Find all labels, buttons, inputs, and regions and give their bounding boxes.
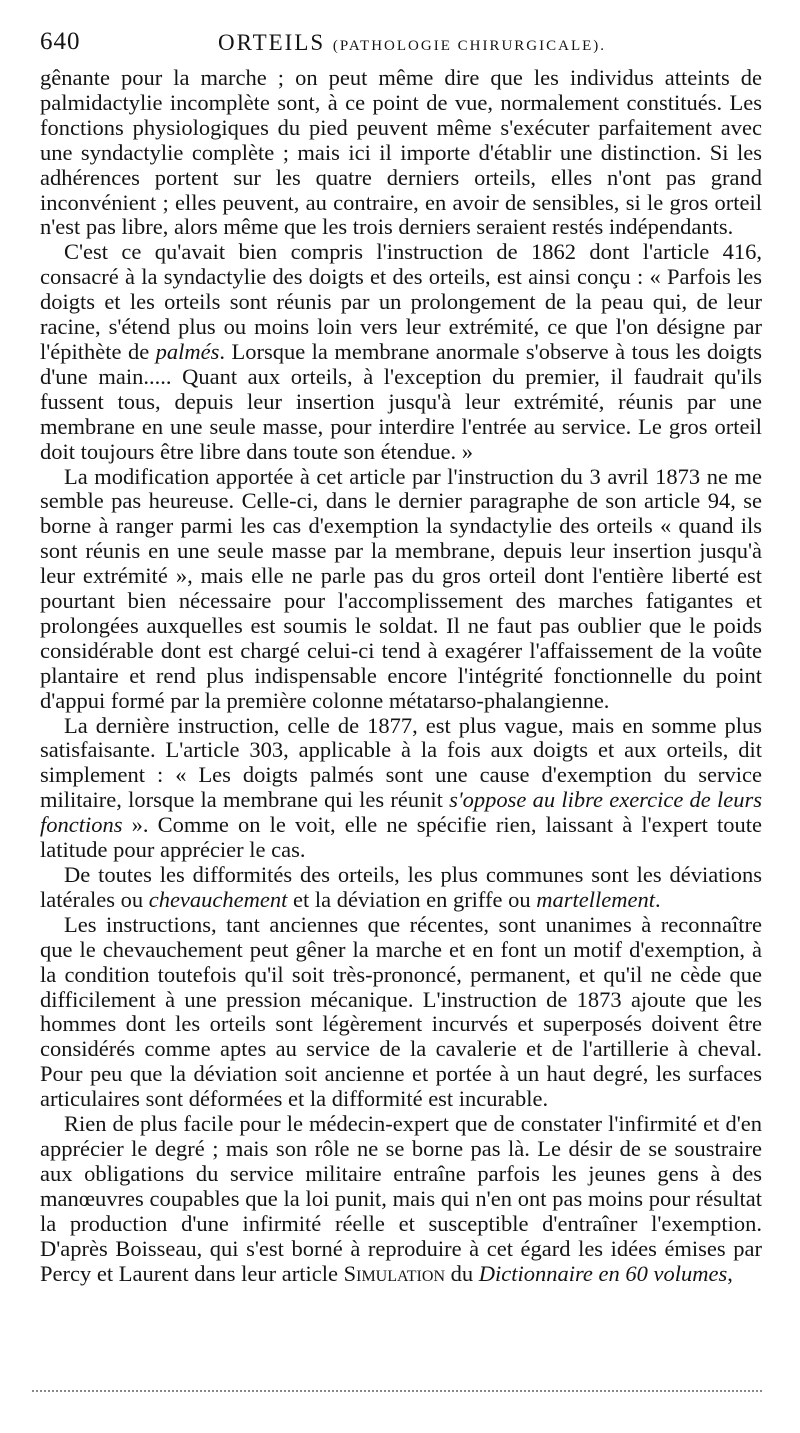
paragraph xyxy=(40,714,762,863)
italic-text: Dictionnaire en 60 volumes xyxy=(478,1260,728,1286)
paragraph xyxy=(40,863,762,913)
page-header xyxy=(40,28,760,58)
page-number: 640 xyxy=(40,28,81,55)
running-head-subtitle: (PATHOLOGIE CHIRURGICALE). xyxy=(332,38,607,54)
paragraph-text: . Lorsque la membrane anormale s'observe à tous les doigts d'une main..... Quant aux orteils, à l'exception du premier, il faudrait qu'ils fussent tous, depuis leur insertion jusqu'à leur extrémité, réunis par une membrane en une seule masse, pour interdire l'entrée au service. Le gros orteil doit toujours être libre dans toute son étendue. » xyxy=(40,338,762,464)
paragraph xyxy=(40,465,762,714)
paragraph-text: . xyxy=(654,886,661,912)
running-head-title: ORTEILS xyxy=(218,30,326,55)
paragraph-text: du xyxy=(445,1260,479,1286)
paragraph-text: De toutes les difformités des orteils, les plus communes sont les déviations latérales ou xyxy=(40,862,762,912)
footer-divider xyxy=(32,1390,762,1392)
paragraph-text: Les instructions, tant anciennes que récentes, sont unanimes à reconnaître que le chevauchement peut gêner la marche et en font un motif d'exemption, à la condition toutefois qu'il soit très-prononcé, permanent, et qu'il ne cède que difficilement à une pression mécanique. L'instruction de 1873 ajoute que les hommes dont les orteils sont légèrement incurvés et superposés doivent être considérés comme aptes au service de la cavalerie et de l'artillerie à cheval. Pour peu que la déviation soit ancienne et portée à un haut degré, les surfaces articulaires sont déformées et la difformité est incurable. xyxy=(40,911,762,1112)
italic-text: chevauchement xyxy=(148,886,288,912)
paragraph-text: ». Comme on le voit, elle ne spécifie rien, laissant à l'expert toute latitude pour apprécier le cas. xyxy=(40,812,762,863)
italic-text: s'oppose au libre exercice de leurs fonctions xyxy=(40,787,762,838)
running-head xyxy=(218,30,606,56)
paragraph-text: gênante pour la marche ; on peut même dire que les individus atteints de palmidactylie incomplète sont, à ce point de vue, normalement constitués. Les fonctions physiologiques du pied peuvent même s'exécuter parfaitement avec une syndactylie complète ; mais ici il importe d'établir une distinction. Si les adhérences portent sur les quatre derniers orteils, elles n'ont pas grand inconvénient ; elles peuvent, au contraire, en avoir de sensibles, si le gros orteil n'est pas libre, alors même que les trois derniers seraient restés indépendants. xyxy=(40,65,762,240)
paragraph-text: , xyxy=(727,1260,733,1286)
paragraph-text: Rien de plus facile pour le médecin-expert que de constater l'infirmité et d'en apprécier le degré ; mais son rôle ne se borne pas là. Le désir de se soustraire aux obligations du service militaire entraîne parfois les jeunes gens à des manœuvres coupables que la loi punit, mais qui n'en ont pas moins pour résultat la production d'une infirmité réelle et susceptible d'entraîner l'exemption. D'après Boisseau, qui s'est borné à reproduire à cet égard les idées émises par Percy et Laurent dans leur article xyxy=(40,1111,762,1286)
paragraph xyxy=(40,1112,762,1286)
paragraph xyxy=(40,913,762,1112)
paragraph-text: et la déviation en griffe ou xyxy=(287,886,537,912)
paragraph-text: La dernière instruction, celle de 1877, est plus vague, mais en somme plus satisfaisante. L'article 303, applicable à la fois aux doigts et aux orteils, dit simplement : « Les doigts palmés sont une cause d'exemption du service militaire, lorsque la membrane qui les réunit xyxy=(40,712,762,813)
paragraph-text: La modification apportée à cet article par l'instruction du 3 avril 1873 ne me semble pas heureuse. Celle-ci, dans le dernier paragraphe de son article 94, se borne à ranger parmi les cas d'exemption la syndactylie des orteils « quand ils sont réunis en une seule masse par la membrane, depuis leur insertion jusqu'à leur extrémité », mais elle ne parle pas du gros orteil dont l'entière liberté est pourtant bien nécessaire pour l'accomplissement des marches fatigantes et prolongées auxquelles est soumis le soldat. Il ne faut pas oublier que le poids considérable dont est chargé celui-ci tend à exagérer l'affaissement de la voûte plantaire et rend plus indispensable encore l'intégrité fonctionnelle du point d'appui formé par la première colonne métatarso-phalangienne. xyxy=(40,463,762,713)
page-body xyxy=(40,66,762,1286)
paragraph xyxy=(40,66,762,240)
smallcaps-text: Simulation xyxy=(343,1260,445,1286)
paragraph xyxy=(40,240,762,464)
paragraph-text: C'est ce qu'avait bien compris l'instruction de 1862 dont l'article 416, consacré à la syndactylie des doigts et des orteils, est ainsi conçu : « Parfois les doigts et les orteils sont réunis par un prolongement de la peau qui, de leur racine, s'étend plus ou moins loin vers leur extrémité, ce que l'on désigne par l'épithète de xyxy=(40,239,762,364)
italic-text: palmés xyxy=(155,338,220,364)
italic-text: martellement xyxy=(536,886,655,912)
